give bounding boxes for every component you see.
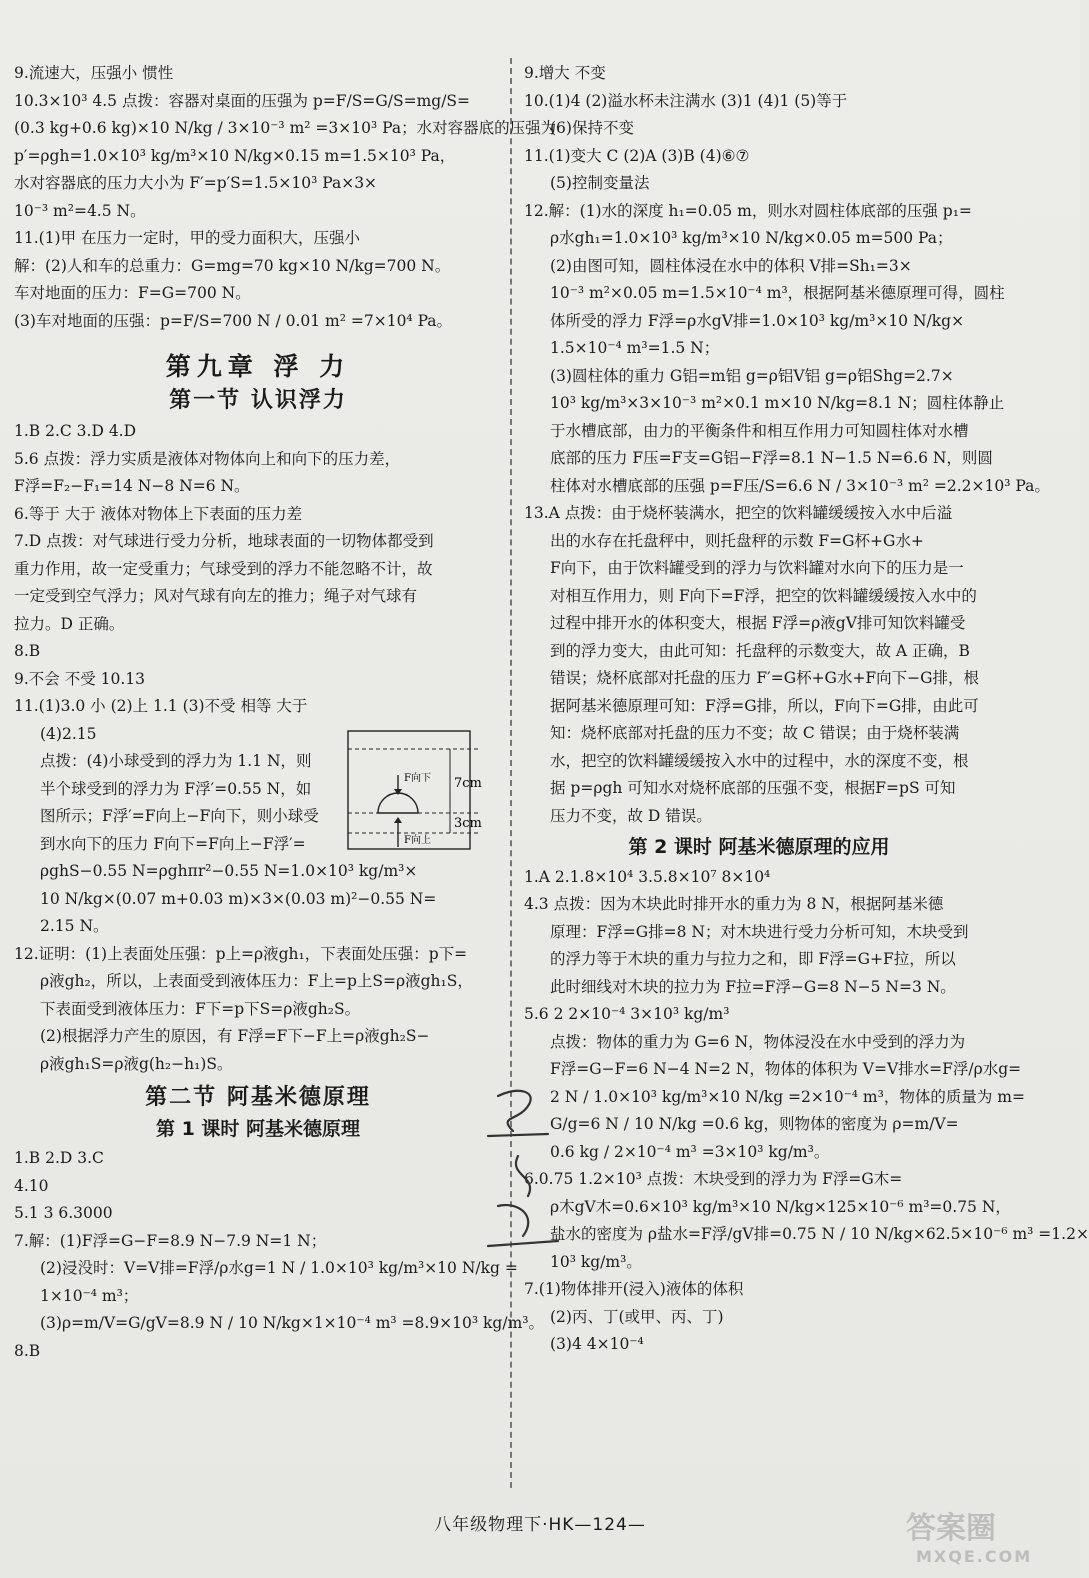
answer-line: 2 N / 1.0×10³ kg/m³×10 N/kg =2×10⁻⁴ m³，物体的质量为 m= (550, 1087, 1025, 1106)
answer-line: F向下，由于饮料罐受到的浮力与饮料罐对水向下的压力是一 (550, 559, 964, 577)
depth-3cm-label: 3cm (454, 816, 482, 831)
answer-line: (2)根据浮力产生的原因，有 F浮=F下−F上=ρ液gh₂S− (40, 1027, 430, 1045)
answer-line: ρ水gh₁=1.0×10³ kg/m³×10 N/kg×0.05 m=500 Pa； (550, 229, 953, 247)
answer-line: 6.等于 大于 液体对物体上下表面的压力差 (14, 504, 303, 523)
answer-line: (6)保持不变 (550, 119, 634, 137)
answer-line: 过程中排开水的体积变大，根据 F浮=ρ液gV排可知饮料罐受 (550, 614, 966, 632)
answer-line: 底部的压力 F压=F支=G铝−F浮=8.1 N−1.5 N=6.6 N，则圆 (550, 449, 993, 467)
watermark-url: MXQE.COM (916, 1547, 1033, 1566)
answer-line: 7.(1)物体排开(浸入)液体的体积 (524, 1280, 744, 1298)
section-title: 第二节 阿基米德原理 (145, 1085, 371, 1110)
answer-line: 水，把空的饮料罐缓缓按入水中的过程中，水的深度不变，根 (550, 751, 969, 770)
answer-line: F浮=G−F=6 N−4 N=2 N，物体的体积为 V=V排水=F浮/ρ水g= (550, 1060, 1022, 1078)
answer-line: 柱体对水槽底部的压强 p=F压/S=6.6 N / 3×10⁻³ m² =2.2×10³ Pa。 (550, 476, 1050, 495)
answer-line: F浮=F₂−F₁=14 N−8 N=6 N。 (14, 477, 250, 495)
answer-line: 知：烧杯底部对托盘的压力不变；故 C 错误；由于烧杯装满 (550, 724, 960, 742)
answer-line: 10³ kg/m³。 (550, 1252, 642, 1271)
answer-line: 据 p=ρgh 可知水对烧杯底部的压强不变，根据F=pS 可知 (550, 779, 956, 797)
answer-line: 半个球受到的浮力为 F浮′=0.55 N，如 (40, 779, 312, 798)
answer-line: 重力作用，故一定受重力；气球受到的浮力不能忽略不计，故 (14, 559, 433, 578)
answer-line: (3)4 4×10⁻⁴ (550, 1335, 644, 1353)
answer-line: 10⁻³ m²=4.5 N。 (14, 201, 146, 220)
answer-line: G/g=6 N / 10 N/kg =0.6 kg，则物体的密度为 ρ=m/V= (550, 1115, 959, 1133)
answer-line: 错误；烧杯底部对托盘的压力 F′=G杯+G水+F向下−G排，根 (550, 669, 980, 687)
answer-line: ρ木gV木=0.6×10³ kg/m³×10 N/kg×125×10⁻⁶ m³=0.75 N， (550, 1197, 1011, 1216)
section-title: 第一节 认识浮力 (169, 387, 347, 413)
answer-line: 10³ kg/m³×3×10⁻³ m²×0.1 m×10 N/kg=8.1 N；圆柱体静止 (550, 394, 1005, 412)
answer-line: 盐水的密度为 ρ盐水=F浮/gV排=0.75 N / 10 N/kg×62.5×10⁻⁶ m³ =1.2× (550, 1225, 1089, 1243)
answer-line: ρ液gh₁S=ρ液g(h₂−h₁)S。 (40, 1054, 233, 1073)
answer-line: 据阿基米德原理可知：F浮=G排，所以，F向下=G排，由此可 (550, 696, 979, 715)
answer-line: 2.15 N。 (40, 917, 109, 935)
answer-line: 点拨：物体的重力为 G=6 N，物体浸没在水中受到的浮力为 (550, 1032, 966, 1051)
answer-line: 9.流速大，压强小 惯性 (14, 64, 174, 82)
answer-line: 下表面受到液体压力：F下=p下S=ρ液gh₂S。 (40, 999, 361, 1018)
chapter-title: 第九章 浮 力 (165, 352, 351, 381)
answer-line: 12.解：(1)水的深度 h₁=0.05 m，则水对圆柱体底部的压强 p₁= (524, 201, 972, 220)
buoyancy-figure (340, 725, 500, 855)
depth-7cm-label: 7cm (454, 776, 482, 791)
answer-line: 图所示；F浮′=F向上−F向下，则小球受 (40, 807, 319, 825)
answer-line: 拉力。D 正确。 (14, 614, 125, 633)
force-down-label: F向下 (404, 773, 431, 784)
answer-line: 4.3 点拨：因为木块此时排开水的重力为 8 N，根据阿基米德 (524, 895, 944, 913)
answer-line: 水对容器底的压力大小为 F′=p′S=1.5×10³ Pa×3× (14, 174, 378, 192)
answer-line: 10.(1)4 (2)溢水杯未注满水 (3)1 (4)1 (5)等于 (524, 91, 848, 110)
answer-line: 1×10⁻⁴ m³； (40, 1286, 139, 1305)
answer-line: 点拨：(4)小球受到的浮力为 1.1 N，则 (40, 752, 312, 770)
answer-line: (3)圆柱体的重力 G铝=m铝 g=ρ铝V铝 g=ρ铝Shg=2.7× (550, 366, 954, 385)
answer-line: 11.(1)3.0 小 (2)上 1.1 (3)不受 相等 大于 (14, 697, 308, 715)
answer-line: 9.增大 不变 (524, 64, 606, 82)
answer-line: 5.6 点拨：浮力实质是液体对物体向上和向下的压力差， (14, 449, 401, 468)
answer-line: (3)ρ=m/V=G/gV=8.9 N / 10 N/kg×1×10⁻⁴ m³ =8.9×10³ kg/m³。 (40, 1314, 544, 1332)
answer-line: 到的浮力变大，由此可知：托盘秤的示数变大，故 A 正确，B (550, 641, 970, 660)
answer-line: 5.6 2 2×10⁻⁴ 3×10³ kg/m³ (524, 1005, 730, 1023)
answer-line: 出的水存在托盘秤中，则托盘秤的示数 F=G杯+G水+ (550, 531, 924, 550)
answer-line: 10 N/kg×(0.07 m+0.03 m)×3×(0.03 m)²−0.55 N= (40, 889, 437, 908)
watermark-logo (886, 1500, 1066, 1570)
handwritten-scribble (468, 1076, 578, 1266)
answer-line: 9.不会 不受 10.13 (14, 669, 146, 688)
answer-line: 压力不变，故 D 错误。 (550, 806, 712, 825)
answer-line: 8.B (14, 642, 41, 660)
lesson-title: 第 2 课时 阿基米德原理的应用 (628, 836, 890, 858)
answer-line: (3)车对地面的压强：p=F/S=700 N / 0.01 m² =7×10⁴ Pa。 (14, 311, 453, 330)
force-up-label: F向上 (404, 835, 431, 846)
answer-line: 1.A 2.1.8×10⁴ 3.5.8×10⁷ 8×10⁴ (524, 867, 771, 886)
answer-line: 解：(2)人和车的总重力：G=mg=70 kg×10 N/kg=700 N。 (14, 256, 451, 275)
answer-line: 到水向下的压力 F向下=F向上−F浮′= (40, 834, 306, 853)
answer-line: 13.A 点拨：由于烧杯装满水，把空的饮料罐缓缓按入水中后溢 (524, 504, 953, 522)
answer-line: 原理：F浮=G排=8 N；对木块进行受力分析可知，木块受到 (550, 922, 969, 941)
answer-line: 1.5×10⁻⁴ m³=1.5 N； (550, 339, 720, 357)
answer-line: (0.3 kg+0.6 kg)×10 N/kg / 3×10⁻³ m² =3×10³ Pa；水对容器底的压强为 (14, 119, 557, 137)
answer-line: 5.1 3 6.3000 (14, 1204, 113, 1222)
answer-line: 11.(1)甲 在压力一定时，甲的受力面积大，压强小 (14, 229, 361, 247)
answer-line: 此时细线对木块的拉力为 F拉=F浮−G=8 N−5 N=3 N。 (550, 977, 956, 996)
answer-line: 4.10 (14, 1176, 49, 1195)
page-footer: 八年级物理下·HK—124— (434, 1515, 646, 1535)
answer-line: 7.D 点拨：对气球进行受力分析，地球表面的一切物体都受到 (14, 532, 434, 550)
answer-line: 6.0.75 1.2×10³ 点拨：木块受到的浮力为 F浮=G木= (524, 1170, 903, 1188)
answer-line: 1.B 2.D 3.C (14, 1149, 104, 1167)
answer-line: 8.B (14, 1341, 41, 1360)
answer-line: p′=ρgh=1.0×10³ kg/m³×10 N/kg×0.15 m=1.5×10³ Pa， (14, 146, 456, 165)
lesson-title: 第 1 课时 阿基米德原理 (155, 1117, 361, 1140)
answer-line: (2)由图可知，圆柱体浸在水中的体积 V排=Sh₁=3× (550, 256, 912, 275)
answer-line: 7.解：(1)F浮=G−F=8.9 N−7.9 N=1 N； (14, 1231, 327, 1250)
answer-line: (4)2.15 (40, 724, 97, 743)
answer-line: 于水槽底部，由力的平衡条件和相互作用力可知圆柱体对水槽 (550, 421, 969, 440)
answer-line: (5)控制变量法 (550, 174, 650, 192)
answer-line: ρghS−0.55 N=ρghπr²−0.55 N=1.0×10³ kg/m³× (40, 862, 418, 880)
answer-line: (2)浸没时：V=V排=F浮/ρ水g=1 N / 1.0×10³ kg/m³×10 N/kg = (40, 1259, 518, 1277)
answer-line: 车对地面的压力：F=G=700 N。 (14, 284, 251, 302)
answer-line: 的浮力等于木块的重力与拉力之和，即 F浮=G+F拉，所以 (550, 950, 956, 968)
right-column (524, 60, 1089, 1359)
left-column (14, 60, 557, 1365)
answer-line: ρ液gh₂，所以，上表面受到液体压力：F上=p上S=ρ液gh₁S， (40, 972, 473, 990)
answer-line: 1.B 2.C 3.D 4.D (14, 422, 137, 440)
answer-line: 体所受的浮力 F浮=ρ水gV排=1.0×10³ kg/m³×10 N/kg× (550, 311, 965, 330)
answer-line: 对相互作用力，则 F向下=F浮，把空的饮料罐缓缓按入水中的 (550, 586, 977, 605)
answer-line: 11.(1)变大 C (2)A (3)B (4)⑥⑦ (524, 146, 750, 165)
answer-line: 0.6 kg / 2×10⁻⁴ m³ =3×10³ kg/m³。 (550, 1142, 830, 1161)
answer-line: 12.证明：(1)上表面处压强：p上=ρ液gh₁，下表面处压强：p下= (14, 944, 468, 963)
answer-line: 10.3×10³ 4.5 点拨：容器对桌面的压强为 p=F/S=G/S=mg/S= (14, 91, 471, 110)
answer-line: 10⁻³ m²×0.05 m=1.5×10⁻⁴ m³，根据阿基米德原理可得，圆柱 (550, 284, 1005, 302)
answer-line: (2)丙、丁(或甲、丙、丁) (550, 1307, 724, 1326)
answer-line: 一定受到空气浮力；风对气球有向左的推力；绳子对气球有 (14, 587, 418, 605)
watermark-title: 答案圈 (906, 1511, 996, 1546)
